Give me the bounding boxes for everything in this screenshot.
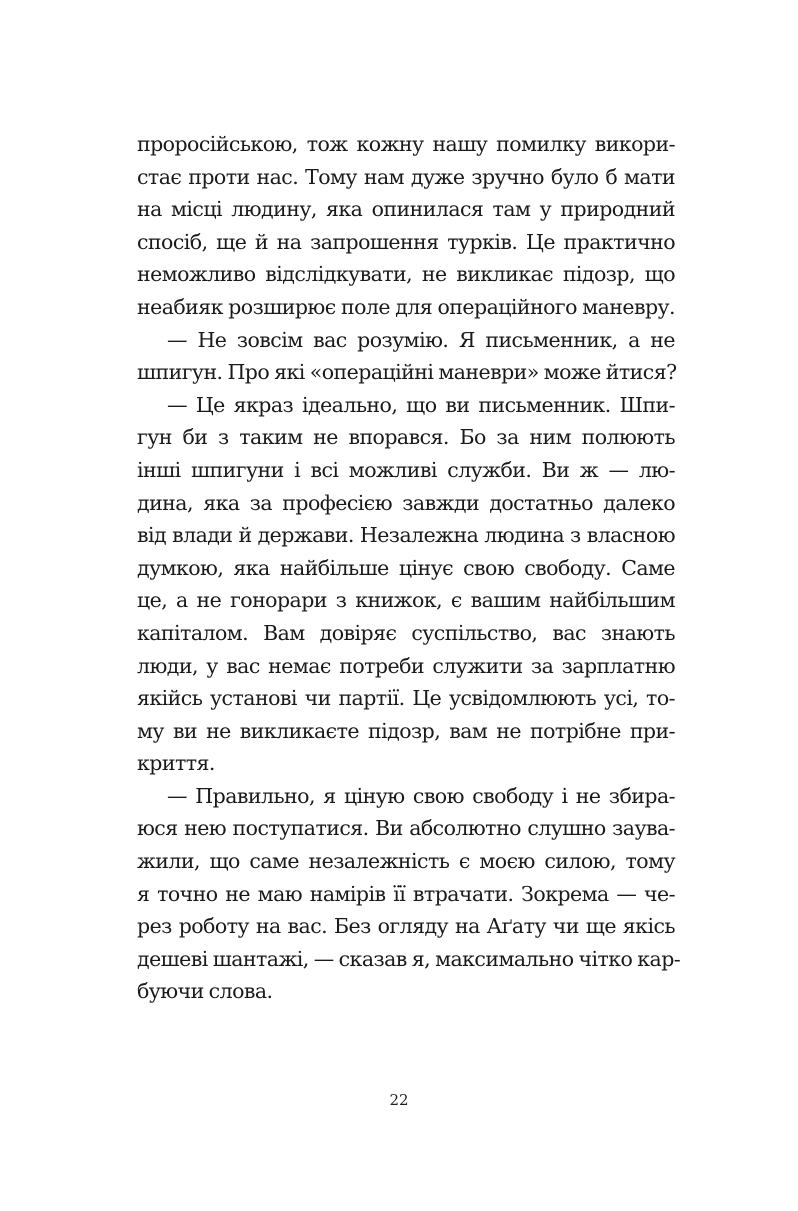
text-line: дешеві шантажі, — сказав я, максимально чітко кар- [137, 946, 681, 971]
page-number: 22 [389, 1091, 409, 1109]
text-line: неабияк розширює поле для операційного маневру. [137, 294, 675, 319]
text-line: буючи слова. [137, 979, 273, 1004]
text-line: криття. [137, 751, 215, 776]
text-line: шпигун. Про які «операційні маневри» може йтися? [137, 360, 677, 385]
text-line: люди, у вас немає потреби служити за зарплатню [137, 653, 675, 678]
text-line: жили, що саме незалежність є моєю силою, тому [137, 849, 675, 874]
text-line: на місці людину, яка опинилася там у природний [137, 197, 675, 222]
text-line: інші шпигуни і всі можливі служби. Ви ж — лю- [137, 457, 675, 482]
text-line: рез роботу на вас. Без огляду на Аґату чи ще якісь [137, 914, 675, 939]
text-line: від влади й держави. Незалежна людина з власною [137, 523, 675, 548]
text-line: дина, яка за професією завжди достатньо далеко [137, 490, 675, 515]
text-line: це, а не гонорари з книжок, є вашим найбільшим [137, 588, 675, 613]
text-line: якійсь установі чи партії. Це усвідомлюють усі, то- [137, 686, 675, 711]
text-line: му ви не викликаєте підозр, вам не потрібне при- [137, 718, 675, 743]
text-line: гун би з таким не впорався. Бо за ним полюють [137, 425, 675, 450]
text-line: думкою, яка найбільше цінує свою свободу. Саме [137, 555, 675, 580]
text-line: неможливо відслідкувати, не викликає підозр, що [137, 262, 675, 287]
text-line: проросійською, тож кожну нашу помилку викори- [137, 132, 675, 156]
text-line: спосіб, ще й на запрошення турків. Це практично [137, 229, 675, 254]
text-line: стає проти нас. Тому нам дуже зручно було б мати [137, 164, 675, 189]
text-line: — Правильно, я ціную свою свободу і не збира- [167, 783, 675, 808]
text-line: капіталом. Вам довіряє суспільство, вас знають [137, 620, 675, 645]
text-line: юся нею поступатися. Ви абсолютно слушно заува- [137, 816, 675, 841]
text-line: — Не зовсім вас розумію. Я письменник, а не [167, 327, 675, 352]
text-line: — Це якраз ідеально, що ви письменник. Шпи- [167, 392, 675, 417]
body-text [137, 128, 681, 1008]
text-line: я точно не маю намірів її втрачати. Зокрема — че- [137, 881, 675, 906]
